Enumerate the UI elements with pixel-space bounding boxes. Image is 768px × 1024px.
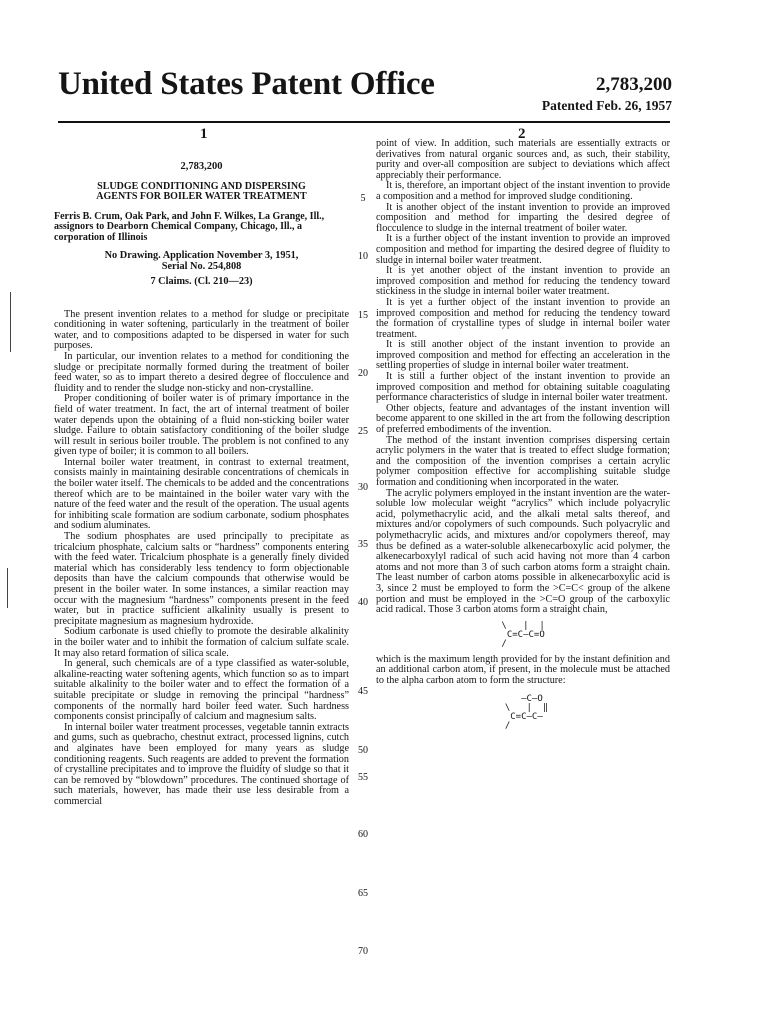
formula-line: \ | | [496, 620, 545, 631]
masthead [58, 66, 672, 122]
paragraph: The method of the instant invention comprises dispersing certain acrylic polymers in the water that is treated to effect sludge formation; and the composition of the invention comprises a certain acrylic polymer composition effective for accomplishing suitable sludge formation and conditioning when incorporated in the water. [376, 434, 670, 488]
paragraph: It is still a further object of the instant invention to provide an improved composition and method for obtaining suitable coagulating performance characteristics of sludge in internal boiler water treatment. [376, 371, 670, 404]
line-number: 35 [358, 539, 368, 550]
line-number: 20 [358, 368, 368, 379]
patented-date: Patented Feb. 26, 1957 [541, 98, 672, 113]
paragraph: Other objects, feature and advantages of the instant invention will become apparent to one skilled in the art from the following description of preferred embodiments of the invention. [376, 402, 670, 436]
scan-artifact [10, 292, 11, 352]
scan-artifact [7, 568, 8, 608]
title-line: AGENTS FOR BOILER WATER TREATMENT [96, 191, 307, 203]
line-number: 60 [358, 829, 368, 840]
line-number: 65 [358, 888, 368, 899]
paragraph: The acrylic polymers employed in the instant invention are the water-soluble low molecular weight “acrylics” which include polyacrylic acid, polymethacrylic acid, and the alkali metal salts thereof, and mixtures and/or copolymers of such compounds. Such polyacrylic and polymethacrylic acids, and mixtures and/or copolymers thereof, may thus be defined as a water-soluble alkenecarboxylic acid polymer, the alkenecarboxylyl radical of such acid having not more than 4 carbon atoms and not more than 3 of such carbon atoms form a straight chain. The least number of carbon atoms possible in alkenecarboxylic acid is 3, since 2 must be employed to form the >C=C< group of the alkene portion and must be employed in the >C=O group of the carboxylic acid radical. Those 3 carbon atoms form a straight chain, [376, 487, 670, 616]
front-patent-number: 2,783,200 [180, 161, 223, 172]
formula-line: C=C—C— [494, 711, 543, 722]
claims-classification: 7 Claims. (Cl. 210—23) [150, 275, 253, 287]
filing-info [54, 251, 349, 273]
line-number: 55 [358, 772, 368, 783]
line-number: 30 [358, 482, 368, 493]
line-number: 70 [358, 946, 368, 957]
patent-title [54, 182, 349, 203]
inventors: Ferris B. Crum, Oak Park, and John F. Wilkes, La Grange, Ill., assignors to Dearborn Chemical Company, Chicago, Ill., a corporation of Illinois [54, 210, 325, 243]
paragraph: It is a further object of the instant invention to provide an improved composition and method for imparting the desired degree of fluidity to sludge in internal boiler water treatment. [376, 233, 670, 266]
paragraph: It is another object of the instant invention to provide an improved composition and method for imparting the desired degree of flocculence to sludge in the internal treatment of boiler water. [376, 201, 670, 234]
paragraph: The present invention relates to a method for sludge or precipitate conditioning in water softening, particularly in the treatment of boiler water, and to compositions adapted to be dispersed in water for such purposes. [54, 308, 349, 352]
line-number: 10 [358, 251, 368, 262]
chemical-structure-1 [496, 622, 670, 649]
formula-line: / [494, 720, 511, 731]
paragraph: Sodium carbonate is used chiefly to promote the desirable alkalinity in the boiler water and to inhibit the formation of calcium sulfate scale. It may also retard formation of silica scale. [54, 626, 349, 659]
paragraph: In general, such chemicals are of a type classified as water-soluble, alkaline-reacting water softening agents, which function so as to impart suitable alkalinity to the boiler water and to effect the formation of a suitable precipitate or sludge in removing the principal “hardness” components of the normally hard boiler feed water. Such hardness components consist principally of calcium and magnesium salts. [54, 658, 349, 723]
header-rule [58, 121, 670, 123]
paragraph: Proper conditioning of boiler water is of primary importance in the field of water treatment. In fact, the art of internal treatment of boiler water depends upon the obtaining of a fluid non-sticking boiler water sludge. Failure to obtain satisfactory conditioning of the boiler sludge will result in serious boiler trouble. The problem is not confined to any given type of boiler; it is common to all boilers. [54, 393, 349, 458]
paragraph: It is still another object of the instant invention to provide an improved composition and method for effecting an acceleration in the settling properties of sludge in internal boiler water treatment. [376, 339, 670, 372]
formula-line: / [496, 638, 507, 649]
line-number: 50 [358, 745, 368, 756]
column-number-left: 1 [200, 126, 208, 142]
paragraph: It is yet a further object of the instant invention to provide an improved composition and method for reducing the tendency toward the formation of crystalline types of sludge in internal boiler water treatment. [376, 296, 670, 340]
paragraph: In particular, our invention relates to a method for conditioning the sludge or precipitate normally formed during the treatment of boiler feed water, so as to impart thereto a desired degree of flocculence and fluidity and to render the sludge non-sticky and non-crystalline. [54, 350, 349, 394]
formula-line: \ | ‖ [494, 702, 549, 713]
line-number: 15 [358, 310, 368, 321]
filing-line: Serial No. 254,808 [161, 261, 242, 273]
line-number: 5 [360, 193, 366, 204]
paragraph: Internal boiler water treatment, in contrast to external treatment, consists mainly in maintaining desirable concentrations of chemicals in the boiler water itself. The chemicals to be added and the concentrations thereof which are to be maintained in the boiler water vary with the nature of the feed water and the result of the operation. The usual agents for inhibiting scale formation are sodium carbonate, sodium phosphates and sodium aluminates. [54, 456, 349, 532]
paragraph: In internal boiler water treatment processes, vegetable tannin extracts and gums, such as quebracho, chestnut extract, processed lignins, cutch and alginates have been employed for many years as sludge conditioning reagents. Such reagents are added to prevent the formation of crystalline precipitates and to improve the fluidity of sludge so that it can be removed by “blowdown” procedures. The continued shortage of such materials, however, has made their use less desirable from a commercial [54, 721, 349, 807]
paragraph: The sodium phosphates are used principally to precipitate as tricalcium phosphate, calcium salts or “hardness” components entering with the feed water. Tricalcium phosphate is a generally finely divided material which has considerably less tendency to form objectionable deposits than have the calcium compounds that otherwise would be present in the boiler water. In some instances, a similar reaction may occur with the magnesium “hardness” components present in the feed water, but in practice sufficient alkalinity usually is present to precipitate magnesium as magnesium hydroxide. [54, 531, 349, 627]
paragraph: It is, therefore, an important object of the instant invention to provide a composition and a method for improved sludge conditioning. [376, 180, 670, 202]
left-column [54, 150, 349, 807]
patent-number: 2,783,200 [596, 74, 672, 95]
right-column [376, 139, 670, 731]
title-line: SLUDGE CONDITIONING AND DISPERSING [97, 180, 306, 192]
paragraph: point of view. In addition, such materials are essentially extracts or derivatives from natural organic sources and, as such, their stability, purity and over-all composition are subject to deviations which affect appreciably their performance. [376, 138, 670, 181]
column-number-right: 2 [518, 126, 526, 142]
chemical-structure-2 [494, 695, 670, 731]
line-number: 45 [358, 686, 368, 697]
paragraph: It is yet another object of the instant invention to provide an improved composition and method for reducing the tendency toward stickiness in the sludge in internal boiler water treatment. [376, 265, 670, 298]
paragraph: which is the maximum length provided for by the instant definition and an additional carbon atom, if present, in the molecule must be attached to the alpha carbon atom to form the structure: [376, 653, 670, 686]
filing-line: No Drawing. Application November 3, 1951, [104, 250, 299, 262]
line-number: 25 [358, 426, 368, 437]
office-title: United States Patent Office [58, 66, 435, 102]
formula-line: —C—O [494, 693, 543, 704]
line-number: 40 [358, 597, 368, 608]
formula-line: C=C—C=O [496, 629, 545, 640]
